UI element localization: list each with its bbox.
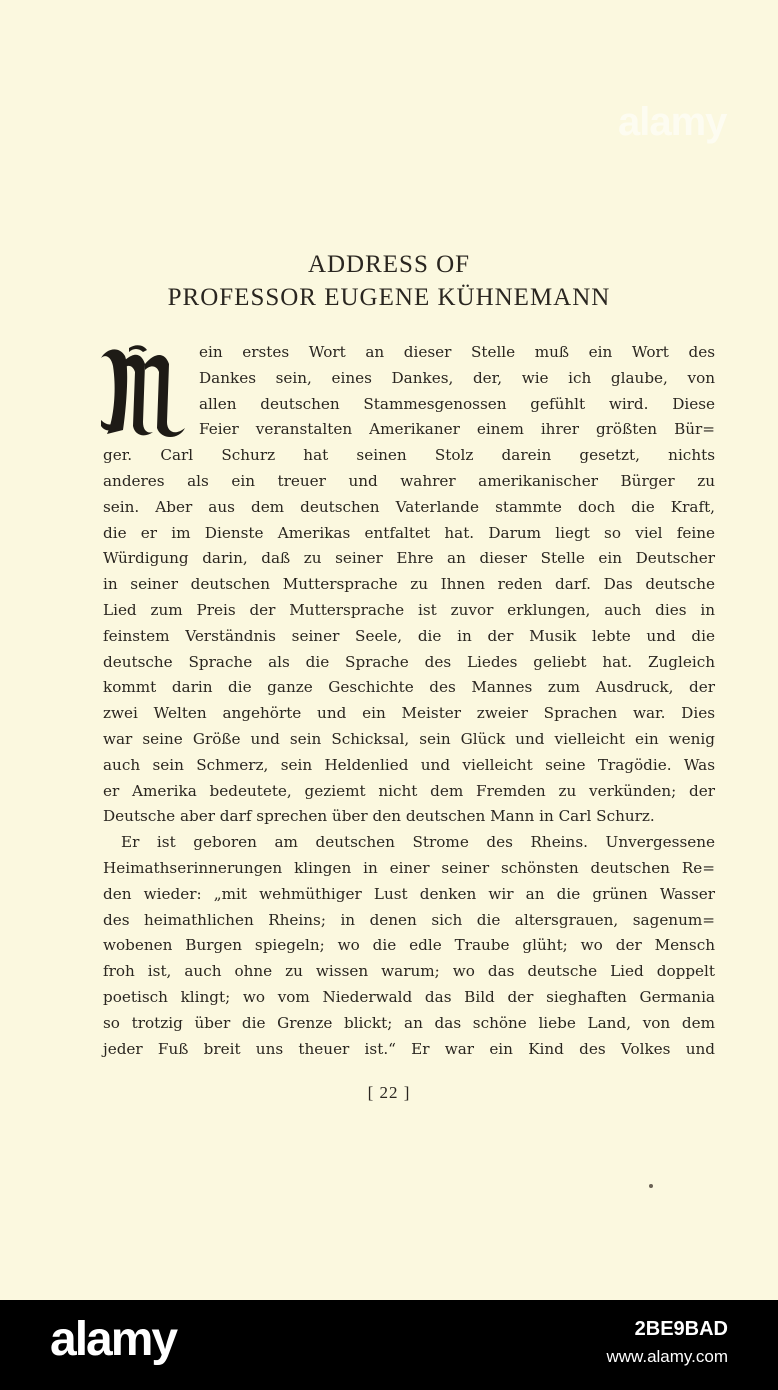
text-line: sein. Aber aus dem deutschen Vaterlande stammte doch die Kraft, (103, 497, 715, 516)
text-line: poetisch klingt; wo vom Niederwald das Bild der sieghaften Germania (103, 987, 715, 1006)
text-line: in seiner deutschen Muttersprache zu Ihnen reden darf. Das deutsche (103, 575, 715, 594)
text-line: jeder Fuß breit uns theuer ist.“ Er war ein Kind des Volkes und (103, 1039, 715, 1058)
text-line: Dankes sein, eines Dankes, der, wie ich glaube, von (199, 368, 715, 387)
text-line: zwei Welten angehörte und ein Meister zweier Sprachen war. Dies (103, 704, 715, 723)
text-line: wobenen Burgen spiegeln; wo die edle Traube glüht; wo der Mensch (103, 936, 715, 955)
text-line: kommt darin die ganze Geschichte des Mannes zum Ausdruck, der (103, 678, 715, 697)
speck-mark (649, 1184, 653, 1188)
text-line: anderes als ein treuer und wahrer amerikanischer Bürger zu (103, 471, 715, 490)
body-text (103, 340, 715, 1062)
text-line: er Amerika bedeutete, geziemt nicht dem Fremden zu verkünden; der (103, 781, 715, 800)
banner-url: www.alamy.com (606, 1347, 728, 1366)
page-number: [ 22 ] (367, 1083, 411, 1102)
text-line: den wieder: „mit wehmüthiger Lust denken wir an die grünen Wasser (103, 884, 715, 903)
text-line: ein erstes Wort an dieser Stelle muß ein Wort des (199, 343, 715, 361)
page-title (0, 248, 778, 314)
text-line: Würdigung darin, daß zu seiner Ehre an dieser Stelle ein Deutscher (103, 549, 715, 568)
text-line: Er ist geboren am deutschen Strome des Rheins. Unvergessene (121, 833, 715, 852)
banner-logo: alamy (50, 1313, 177, 1366)
image-id: 2BE9BAD (634, 1318, 728, 1340)
title-line-2: PROFESSOR EUGENE KÜHNEMANN (167, 284, 611, 311)
text-line: Feier veranstalten Amerikaner einem ihrer größten Bür= (199, 420, 715, 439)
text-line: deutsche Sprache als die Sprache des Liedes geliebt hat. Zugleich (103, 652, 715, 671)
text-line: die er im Dienste Amerikas entfaltet hat. Darum liegt so viel feine (103, 523, 715, 542)
watermark: alamy (618, 100, 727, 144)
dropcap-m-icon (99, 342, 191, 442)
text-line: so trotzig über die Grenze blickt; an das schöne liebe Land, von dem (103, 1013, 715, 1032)
text-line: auch sein Schmerz, sein Heldenlied und vielleicht seine Tragödie. Was (103, 755, 715, 774)
title-line-1: ADDRESS OF (307, 251, 471, 278)
text-line: feinstem Verständnis seiner Seele, die in der Musik lebte und die (103, 626, 715, 645)
text-line: Heimathserinnerungen klingen in einer seiner schönsten deutschen Re= (103, 858, 715, 877)
text-line: war seine Größe und sein Schicksal, sein Glück und vielleicht ein wenig (103, 729, 715, 748)
paragraph-lines (103, 340, 715, 1062)
text-line: ger. Carl Schurz hat seinen Stolz darein gesetzt, nichts (103, 446, 715, 465)
text-line: Deutsche aber darf sprechen über den deutschen Mann in Carl Schurz. (103, 807, 655, 826)
text-line: froh ist, auch ohne zu wissen warum; wo das deutsche Lied doppelt (103, 962, 715, 981)
text-line: des heimathlichen Rheins; in denen sich die altersgrauen, sagenum= (103, 910, 715, 929)
text-line: Lied zum Preis der Muttersprache ist zuvor erklungen, auch dies in (103, 600, 715, 619)
text-line: allen deutschen Stammesgenossen gefühlt wird. Diese (199, 394, 715, 413)
